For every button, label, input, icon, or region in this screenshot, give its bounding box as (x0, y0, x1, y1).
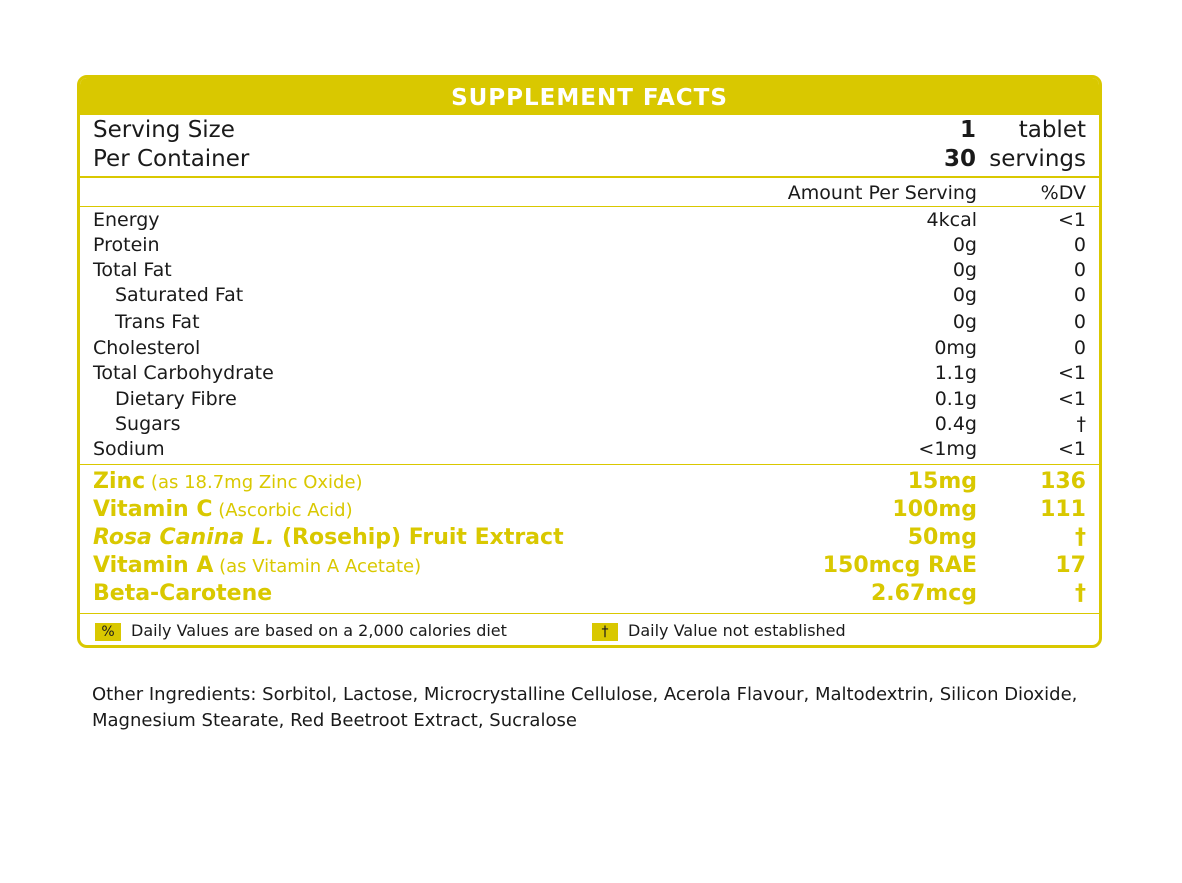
divider (80, 176, 1099, 178)
nutrient-row (93, 387, 1086, 411)
active-row (93, 524, 1086, 552)
active-row (93, 552, 1086, 580)
footnote-dagger (592, 621, 846, 641)
nutrient-amount: 0g (952, 234, 977, 256)
nutrient-row (93, 336, 1086, 360)
nutrient-amount: 0mg (934, 337, 977, 359)
serving-size-label: Serving Size (93, 117, 235, 143)
active-name-main: (Rosehip) Fruit Extract (274, 525, 564, 550)
active-name (93, 524, 564, 552)
nutrient-name: Cholesterol (93, 337, 201, 359)
dagger-footnote-text: Daily Value not established (628, 621, 846, 640)
active-amount: 15mg (907, 469, 977, 494)
active-dv: † (1075, 525, 1086, 550)
nutrient-amount: 0.4g (934, 413, 977, 435)
divider (80, 464, 1099, 465)
active-dv: 136 (1040, 469, 1086, 494)
active-dv: † (1075, 581, 1086, 606)
nutrient-row (93, 233, 1086, 257)
nutrient-dv: † (1076, 413, 1086, 435)
active-name-main: Vitamin C (93, 497, 213, 522)
nutrient-dv: <1 (1057, 438, 1086, 460)
nutrient-amount: 0g (952, 259, 977, 281)
active-name-main: Beta-Carotene (93, 581, 273, 606)
dv-header: %DV (1040, 182, 1086, 204)
active-amount: 50mg (907, 525, 977, 550)
amount-header: Amount Per Serving (787, 182, 977, 204)
nutrient-dv: <1 (1057, 209, 1086, 231)
active-row (93, 496, 1086, 524)
nutrient-row (93, 310, 1086, 334)
nutrient-dv: <1 (1057, 362, 1086, 384)
nutrient-dv: 0 (1073, 284, 1086, 306)
nutrient-dv: 0 (1073, 337, 1086, 359)
nutrient-dv: 0 (1073, 234, 1086, 256)
per-container-value: 30 (943, 146, 976, 172)
nutrient-row (93, 437, 1086, 461)
serving-size-value: 1 (959, 117, 976, 143)
active-amount: 150mcg RAE (822, 553, 977, 578)
nutrient-amount: 0.1g (934, 388, 977, 410)
nutrient-name: Sugars (115, 413, 181, 435)
active-name-italic: Rosa Canina L. (93, 525, 275, 550)
divider (80, 613, 1099, 614)
active-dv: 17 (1055, 553, 1086, 578)
nutrient-name: Energy (93, 209, 160, 231)
nutrient-row (93, 258, 1086, 282)
panel-title: SUPPLEMENT FACTS (80, 78, 1099, 115)
active-detail: (as 18.7mg Zinc Oxide) (145, 472, 363, 493)
supplement-facts-panel (77, 75, 1102, 648)
nutrient-dv: 0 (1073, 311, 1086, 333)
nutrient-name: Trans Fat (115, 311, 200, 333)
active-name-main: Vitamin A (93, 553, 214, 578)
nutrient-name: Protein (93, 234, 160, 256)
nutrient-row (93, 283, 1086, 307)
nutrient-dv: 0 (1073, 259, 1086, 281)
serving-size-unit: tablet (1018, 117, 1086, 143)
active-name (93, 580, 272, 608)
per-container-label: Per Container (93, 146, 250, 172)
dagger-symbol: † (592, 623, 618, 641)
nutrient-row (93, 361, 1086, 385)
nutrient-amount: 1.1g (934, 362, 977, 384)
active-detail: (as Vitamin A Acetate) (213, 556, 422, 577)
active-row (93, 580, 1086, 608)
active-dv: 111 (1040, 497, 1086, 522)
per-container-row (93, 145, 1086, 173)
percent-symbol: % (95, 623, 121, 641)
active-name (93, 468, 363, 497)
per-container-unit: servings (989, 146, 1086, 172)
nutrient-amount: 4kcal (926, 209, 977, 231)
nutrient-name: Total Fat (93, 259, 172, 281)
percent-footnote-text: Daily Values are based on a 2,000 calories diet (131, 621, 507, 640)
active-row (93, 468, 1086, 496)
nutrient-name: Total Carbohydrate (93, 362, 274, 384)
other-ingredients: Other Ingredients: Sorbitol, Lactose, Microcrystalline Cellulose, Acerola Flavour, Maltodextrin, Silicon Dioxide, Magnesium Stearate, Red Beetroot Extract, Sucralose (92, 684, 1078, 731)
footnote-percent (95, 621, 507, 641)
nutrient-row (93, 208, 1086, 232)
column-header-row (93, 181, 1086, 205)
nutrient-amount: 0g (952, 284, 977, 306)
active-name (93, 496, 353, 525)
nutrient-amount: <1mg (918, 438, 977, 460)
active-detail: (Ascorbic Acid) (212, 500, 353, 521)
active-amount: 100mg (892, 497, 977, 522)
active-name-main: Zinc (93, 469, 146, 494)
nutrient-amount: 0g (952, 311, 977, 333)
nutrient-name: Sodium (93, 438, 165, 460)
nutrient-name: Dietary Fibre (115, 388, 237, 410)
nutrient-row (93, 412, 1086, 436)
serving-size-row (93, 116, 1086, 144)
nutrient-name: Saturated Fat (115, 284, 244, 306)
active-name (93, 552, 421, 581)
active-amount: 2.67mcg (871, 581, 977, 606)
nutrient-dv: <1 (1057, 388, 1086, 410)
divider (80, 206, 1099, 207)
